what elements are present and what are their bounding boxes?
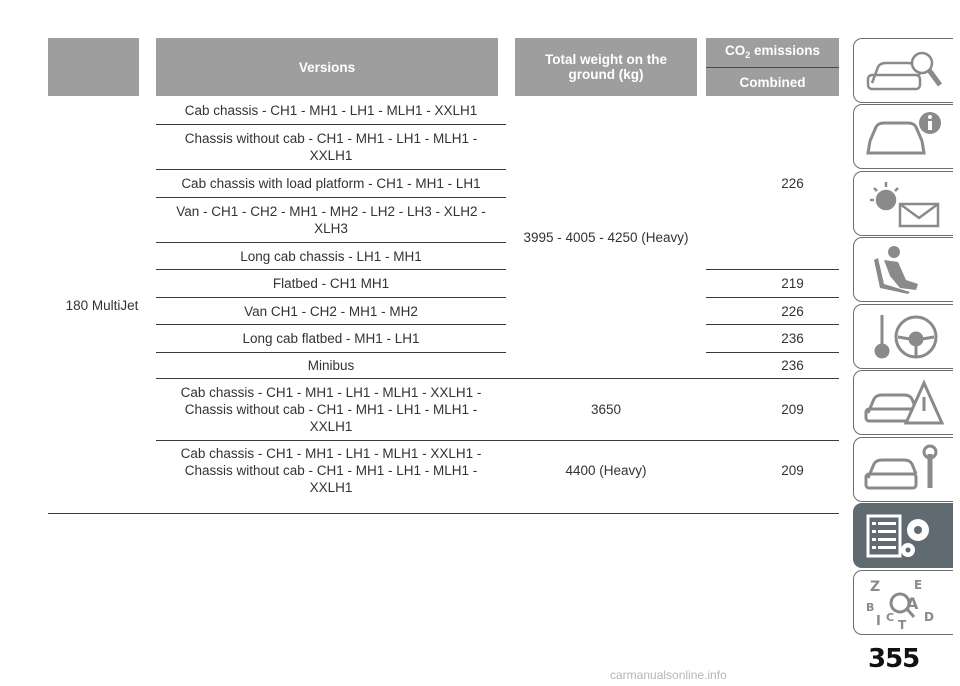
- header-total-weight-label: Total weight on the ground (kg): [545, 52, 667, 82]
- tab-dashboard[interactable]: [853, 38, 953, 103]
- combined-cell: [706, 325, 839, 352]
- table-row: [156, 325, 506, 352]
- version-label: Long cab chassis - LH1 - MH1: [240, 248, 422, 264]
- combined-label: 226: [781, 175, 804, 191]
- combined-label: 226: [781, 303, 804, 319]
- combined-cell: [706, 298, 839, 324]
- svg-text:A: A: [906, 594, 919, 613]
- tab-servicing[interactable]: [853, 437, 953, 502]
- combined-cell: [706, 270, 839, 297]
- combined-cell: [706, 441, 839, 513]
- car-warning-triangle-icon: [862, 377, 946, 429]
- watermark: carmanualsonline.info: [610, 668, 727, 682]
- table-row: [156, 170, 506, 197]
- header-co2-emissions: [706, 38, 839, 67]
- version-label: Chassis without cab - CH1 - MH1 - LH1 - MLH1 - XXLH1: [184, 131, 478, 163]
- table-bottom-rule: [48, 513, 839, 514]
- alphabetical-index-search-icon: [862, 577, 946, 629]
- table-row: [156, 441, 506, 513]
- weight-cell: [506, 441, 706, 513]
- header-co2-label: $CO_2$ emissions: [724, 42, 821, 60]
- tab-starting-driving[interactable]: [853, 304, 953, 369]
- tab-warning-lights[interactable]: [853, 171, 953, 236]
- version-label: Cab chassis - CH1 - MH1 - LH1 - MLH1 - XXLH1: [184, 103, 478, 118]
- svg-text:B: B: [866, 601, 875, 614]
- combined-merged-cell: [706, 97, 839, 269]
- svg-text:C: C: [886, 611, 895, 624]
- svg-text:I: I: [876, 614, 881, 629]
- tab-technical-data[interactable]: [853, 503, 953, 568]
- weight-label: 3995 - 4005 - 4250 (Heavy): [523, 230, 689, 245]
- svg-text:T: T: [898, 618, 907, 629]
- version-label: Cab chassis - CH1 - MH1 - LH1 - MLH1 - XXLH1 - Chassis without cab - CH1 - MH1 - LH1 - MLH1 - XXLH1: [180, 445, 482, 495]
- seat-airbag-icon: [862, 244, 946, 296]
- table-row: [156, 298, 506, 324]
- tab-index[interactable]: [853, 570, 953, 635]
- weight-cell: [506, 379, 706, 440]
- svg-text:D: D: [924, 610, 934, 624]
- page-number: 355: [868, 644, 920, 674]
- header-empty-cell: [48, 38, 139, 96]
- table-row: [156, 243, 506, 269]
- combined-label: 209: [781, 462, 804, 478]
- car-wrench-icon: [862, 444, 946, 496]
- combined-label: 236: [781, 331, 804, 346]
- version-label: Minibus: [307, 358, 355, 373]
- engine-label: 180 MultiJet: [65, 297, 139, 313]
- weight-label: 4400 (Heavy): [565, 462, 647, 478]
- header-combined: [706, 68, 839, 96]
- table-row: [156, 198, 506, 242]
- table-row: [156, 379, 506, 440]
- engine-cell: [48, 97, 156, 513]
- combined-cell: [706, 353, 839, 378]
- version-label: Cab chassis - CH1 - MH1 - LH1 - MLH1 - XXLH1 - Chassis without cab - CH1 - MH1 - LH1 - MLH1 - XXLH1: [180, 385, 482, 434]
- car-info-icon: [862, 111, 946, 163]
- tab-safety[interactable]: [853, 237, 953, 302]
- header-versions-label: Versions: [298, 59, 356, 75]
- combined-cell: [706, 379, 839, 440]
- version-label: Van CH1 - CH2 - MH1 - MH2: [244, 303, 418, 319]
- header-total-weight: [515, 38, 697, 96]
- car-dashboard-search-icon: [862, 45, 946, 97]
- table-row: [156, 270, 506, 297]
- version-label: Flatbed - CH1 MH1: [272, 276, 390, 291]
- combined-label: 209: [781, 402, 804, 417]
- header-versions: [156, 38, 498, 96]
- version-label: Long cab flatbed - MH1 - LH1: [242, 331, 420, 346]
- technical-data-gears-icon: [862, 510, 946, 562]
- table-row: [156, 353, 506, 378]
- combined-label: 219: [781, 276, 804, 291]
- svg-text:E: E: [914, 578, 923, 592]
- svg-text:Z: Z: [870, 579, 881, 595]
- weight-merged-cell: [506, 97, 706, 378]
- table-row: [156, 125, 506, 169]
- tab-car-info[interactable]: [853, 104, 953, 169]
- weight-label: 3650: [590, 402, 622, 417]
- key-steering-wheel-icon: [862, 311, 946, 363]
- header-combined-label: Combined: [739, 74, 806, 90]
- warning-light-message-icon: [862, 178, 946, 230]
- table-row: [156, 97, 506, 124]
- tab-emergency[interactable]: [853, 370, 953, 435]
- combined-label: 236: [781, 358, 804, 373]
- version-label: Van - CH1 - CH2 - MH1 - MH2 - LH2 - LH3 - XLH2 - XLH3: [176, 204, 486, 236]
- version-label: Cab chassis with load platform - CH1 - MH1 - LH1: [181, 176, 481, 191]
